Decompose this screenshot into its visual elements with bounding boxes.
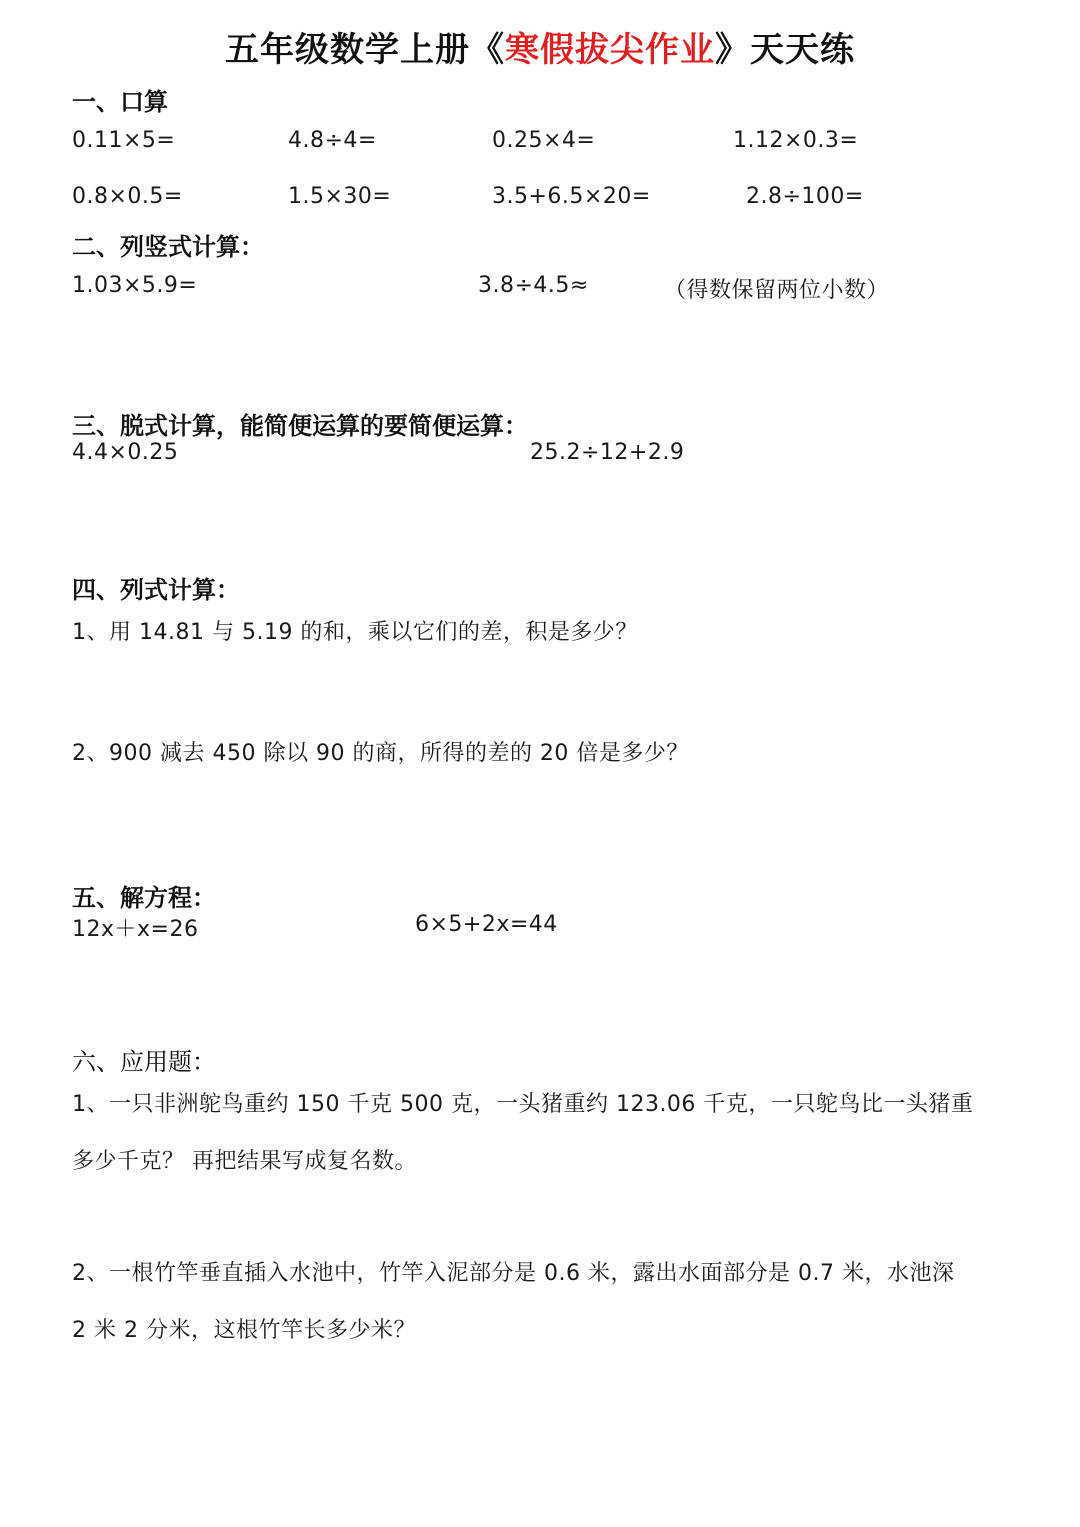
equation-item: 12x＋x=26 [72, 917, 199, 942]
section-3-heading: 三、脱式计算，能简便运算的要简便运算： [72, 412, 528, 440]
section-5-heading: 五、解方程： [72, 884, 216, 912]
section-1-heading: 一、口算 [72, 88, 168, 116]
word-calc-question: 2、900 减去 450 除以 90 的商，所得的差的 20 倍是多少？ [72, 741, 689, 766]
application-question-line: 2、一根竹竿垂直插入水池中，竹竿入泥部分是 0.6 米，露出水面部分是 0.7 米，水池深 [72, 1261, 955, 1286]
section-6-heading: 六、应用题： [72, 1048, 216, 1076]
title-suffix: 》天天练 [715, 30, 855, 70]
application-question-line: 2 米 2 分米，这根竹竿长多少米？ [72, 1318, 416, 1343]
title-prefix: 五年级数学上册《 [225, 30, 505, 70]
oral-calc-item: 4.8÷4= [288, 128, 377, 153]
section-2-heading: 二、列竖式计算： [72, 233, 264, 261]
application-question-line: 1、一只非洲鸵鸟重约 150 千克 500 克，一头猪重约 123.06 千克，一只鸵鸟比一头猪重 [72, 1092, 974, 1117]
oral-calc-item: 1.5×30= [288, 184, 392, 209]
stepwise-calc-item: 4.4×0.25 [72, 440, 179, 465]
stepwise-calc-item: 25.2÷12+2.9 [530, 440, 685, 465]
title-highlight: 寒假拔尖作业 [505, 30, 715, 70]
application-question-line: 多少千克？ 再把结果写成复名数。 [72, 1149, 417, 1174]
vertical-calc-item: 3.8÷4.5≈ [478, 273, 589, 298]
vertical-calc-item: 1.03×5.9= [72, 273, 198, 298]
oral-calc-item: 2.8÷100= [746, 184, 864, 209]
page-title [0, 22, 1080, 71]
oral-calc-item: 1.12×0.3= [733, 128, 859, 153]
oral-calc-item: 3.5+6.5×20= [492, 184, 651, 209]
equation-item: 6×5+2x=44 [415, 912, 558, 937]
oral-calc-item: 0.25×4= [492, 128, 596, 153]
rounding-note: （得数保留两位小数） [664, 278, 890, 303]
word-calc-question: 1、用 14.81 与 5.19 的和，乘以它们的差，积是多少？ [72, 620, 638, 645]
oral-calc-item: 0.8×0.5= [72, 184, 183, 209]
oral-calc-item: 0.11×5= [72, 128, 176, 153]
section-4-heading: 四、列式计算： [72, 576, 240, 604]
